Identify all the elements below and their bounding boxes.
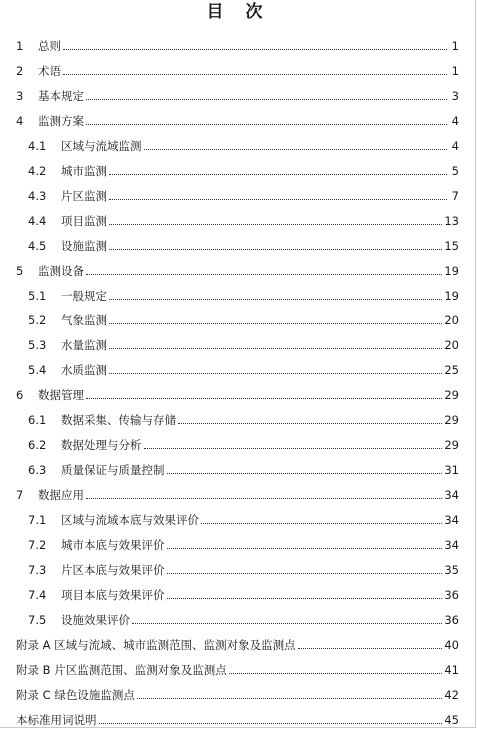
toc-entry-page-number: 15 bbox=[444, 238, 459, 253]
toc-entry-label: 总则 bbox=[38, 39, 61, 53]
toc-entry-label: 附录 B 片区监测范围、监测对象及监测点 bbox=[16, 662, 227, 677]
toc-entry-number: 1 bbox=[16, 39, 24, 53]
dot-leader bbox=[63, 73, 447, 75]
toc-entry-page-number: 29 bbox=[444, 388, 459, 403]
toc-entry[interactable] bbox=[16, 482, 459, 502]
toc-entry-page-number: 3 bbox=[451, 88, 459, 103]
toc-entry[interactable] bbox=[28, 457, 459, 477]
dot-leader bbox=[109, 248, 442, 250]
dot-leader bbox=[229, 672, 443, 674]
toc-entry-number: 7.2 bbox=[28, 538, 47, 552]
toc-entry-number: 5.1 bbox=[28, 288, 47, 303]
toc-entry-number: 5.4 bbox=[28, 363, 47, 378]
toc-entry[interactable] bbox=[16, 382, 459, 402]
toc-entry-number: 7.4 bbox=[28, 587, 47, 602]
toc-entry-number: 6.3 bbox=[28, 463, 47, 478]
toc-entry-label: 气象监测 bbox=[61, 313, 107, 328]
dot-leader bbox=[144, 447, 443, 449]
toc-entry[interactable] bbox=[28, 332, 459, 352]
toc-entry[interactable] bbox=[16, 108, 459, 128]
toc-entry-page-number: 34 bbox=[444, 538, 459, 552]
toc-entry-page-number: 4 bbox=[451, 113, 459, 128]
toc-entry-label: 术语 bbox=[38, 63, 61, 78]
toc-entry-number: 7.1 bbox=[28, 513, 47, 528]
toc-entry-page-number: 41 bbox=[444, 662, 459, 677]
dot-leader bbox=[167, 547, 443, 549]
toc-entry-page-number: 7 bbox=[451, 188, 459, 203]
toc-entry[interactable] bbox=[28, 557, 459, 577]
dot-leader bbox=[109, 298, 442, 300]
toc-entry-label: 设施监测 bbox=[61, 238, 107, 253]
toc-entry[interactable] bbox=[28, 432, 459, 452]
toc-entry-number: 4.2 bbox=[28, 163, 47, 178]
toc-entry-page-number: 36 bbox=[444, 587, 459, 602]
dot-leader bbox=[109, 223, 442, 225]
toc-entry-label: 水质监测 bbox=[61, 363, 107, 378]
toc-entry-label: 监测设备 bbox=[38, 263, 84, 278]
dot-leader bbox=[167, 572, 443, 574]
toc-entry-label: 区域与流域本底与效果评价 bbox=[61, 513, 199, 528]
dot-leader bbox=[132, 622, 442, 624]
dot-leader bbox=[298, 647, 443, 649]
toc-entry-number: 3 bbox=[16, 88, 24, 103]
toc-entry[interactable] bbox=[16, 83, 459, 103]
toc-entry[interactable] bbox=[28, 582, 459, 602]
toc-entry[interactable] bbox=[28, 133, 459, 153]
toc-entry[interactable] bbox=[28, 183, 459, 203]
toc-entry[interactable] bbox=[28, 283, 459, 303]
toc-entry-label: 监测方案 bbox=[38, 113, 84, 128]
toc-entry-label: 项目监测 bbox=[61, 213, 107, 228]
dot-leader bbox=[167, 597, 443, 599]
toc-entry[interactable] bbox=[28, 158, 459, 178]
toc-title: 目 次 bbox=[206, 2, 271, 22]
toc-entry[interactable] bbox=[28, 507, 459, 527]
dot-leader bbox=[109, 173, 447, 175]
toc-entry-label: 设施效果评价 bbox=[61, 612, 130, 627]
toc-entry-label: 项目本底与效果评价 bbox=[61, 587, 165, 602]
toc-entry-page-number: 34 bbox=[444, 513, 459, 528]
toc-entry[interactable] bbox=[28, 233, 459, 253]
toc-entry[interactable] bbox=[16, 58, 459, 78]
toc-entry-page-number: 35 bbox=[444, 562, 459, 577]
toc-entry[interactable] bbox=[28, 607, 459, 627]
toc-entry-label: 一般规定 bbox=[61, 288, 107, 303]
dot-leader bbox=[86, 397, 442, 399]
dot-leader bbox=[99, 722, 443, 724]
toc-entry-number: 6.1 bbox=[28, 413, 47, 428]
toc-entry-number: 4.3 bbox=[28, 188, 47, 203]
toc-entry-number: 4 bbox=[16, 113, 24, 128]
dot-leader bbox=[137, 697, 443, 699]
toc-entry-number: 4.5 bbox=[28, 238, 47, 253]
dot-leader bbox=[109, 347, 442, 349]
toc-entry-page-number: 1 bbox=[451, 63, 459, 78]
toc-entry-number: 6 bbox=[16, 388, 24, 403]
toc-entry-page-number: 4 bbox=[451, 138, 459, 153]
toc-entry-number: 4.4 bbox=[28, 213, 47, 228]
dot-leader bbox=[178, 422, 442, 424]
toc-entry-page-number: 19 bbox=[444, 263, 459, 278]
toc-entry-page-number: 29 bbox=[444, 413, 459, 428]
dot-leader bbox=[63, 48, 447, 50]
toc-entry-label: 城市监测 bbox=[61, 163, 107, 178]
toc-entry-number: 4.1 bbox=[28, 138, 47, 153]
toc-entry-number: 5 bbox=[16, 263, 24, 278]
toc-entry-number: 7.3 bbox=[28, 562, 47, 577]
toc-entry-page-number: 42 bbox=[444, 687, 459, 702]
dot-leader bbox=[201, 522, 442, 524]
toc-entry[interactable] bbox=[28, 208, 459, 228]
toc-entry-page-number: 40 bbox=[444, 637, 459, 652]
toc-entry-label: 数据采集、传输与存储 bbox=[61, 413, 176, 428]
toc-entry-page-number: 1 bbox=[451, 39, 459, 53]
toc-entry-label: 数据管理 bbox=[38, 388, 84, 403]
toc-entry[interactable] bbox=[16, 707, 459, 727]
dot-leader bbox=[86, 98, 447, 100]
toc-entry-page-number: 5 bbox=[451, 163, 459, 178]
dot-leader bbox=[144, 148, 448, 150]
toc-entry-number: 7.5 bbox=[28, 612, 47, 627]
toc-entry-label: 本标准用词说明 bbox=[16, 712, 97, 727]
toc-entry-page-number: 25 bbox=[444, 363, 459, 378]
toc-entry-label: 片区本底与效果评价 bbox=[61, 562, 165, 577]
toc-entry-page-number: 19 bbox=[444, 288, 459, 303]
dot-leader bbox=[109, 372, 442, 374]
toc-entry[interactable] bbox=[28, 357, 459, 377]
toc-entry-label: 数据应用 bbox=[38, 488, 84, 503]
toc-entry-label: 质量保证与质量控制 bbox=[61, 463, 165, 478]
toc-entry[interactable] bbox=[16, 33, 459, 53]
toc-entry-page-number: 20 bbox=[444, 313, 459, 328]
toc-entry-label: 附录 A 区域与流域、城市监测范围、监测对象及监测点 bbox=[16, 637, 296, 652]
toc-entry-page-number: 29 bbox=[444, 438, 459, 453]
toc-entry[interactable] bbox=[28, 407, 459, 427]
toc-entry[interactable] bbox=[16, 657, 459, 677]
toc-entry[interactable] bbox=[16, 632, 459, 652]
toc-entry-page-number: 31 bbox=[444, 463, 459, 478]
toc-entry[interactable] bbox=[28, 532, 459, 552]
toc-entry-number: 6.2 bbox=[28, 438, 47, 453]
dot-leader bbox=[86, 497, 442, 499]
toc-entry-number: 5.3 bbox=[28, 338, 47, 353]
toc-entry-number: 5.2 bbox=[28, 313, 47, 328]
toc-entry-label: 附录 C 绿色设施监测点 bbox=[16, 687, 135, 702]
toc-entry-number: 2 bbox=[16, 63, 24, 78]
dot-leader bbox=[109, 198, 447, 200]
dot-leader bbox=[109, 322, 442, 324]
toc-entry-page-number: 20 bbox=[444, 338, 459, 353]
toc-entry-label: 水量监测 bbox=[61, 338, 107, 353]
toc-entry-label: 片区监测 bbox=[61, 188, 107, 203]
dot-leader bbox=[86, 123, 447, 125]
toc-entry-page-number: 34 bbox=[444, 488, 459, 503]
toc-entry[interactable] bbox=[28, 307, 459, 327]
toc-entry-label: 基本规定 bbox=[38, 88, 84, 103]
toc-entry-page-number: 36 bbox=[444, 612, 459, 627]
toc-entry-label: 数据处理与分析 bbox=[61, 438, 142, 453]
toc-entry-page-number: 13 bbox=[444, 213, 459, 228]
toc-entry[interactable] bbox=[16, 258, 459, 278]
toc-entry-number: 7 bbox=[16, 488, 24, 503]
toc-entry-page-number: 45 bbox=[444, 712, 459, 727]
toc-entry[interactable] bbox=[16, 682, 459, 702]
toc-entry-label: 区域与流域监测 bbox=[61, 138, 142, 153]
toc-entry-label: 城市本底与效果评价 bbox=[61, 538, 165, 552]
dot-leader bbox=[86, 273, 442, 275]
dot-leader bbox=[167, 472, 443, 474]
